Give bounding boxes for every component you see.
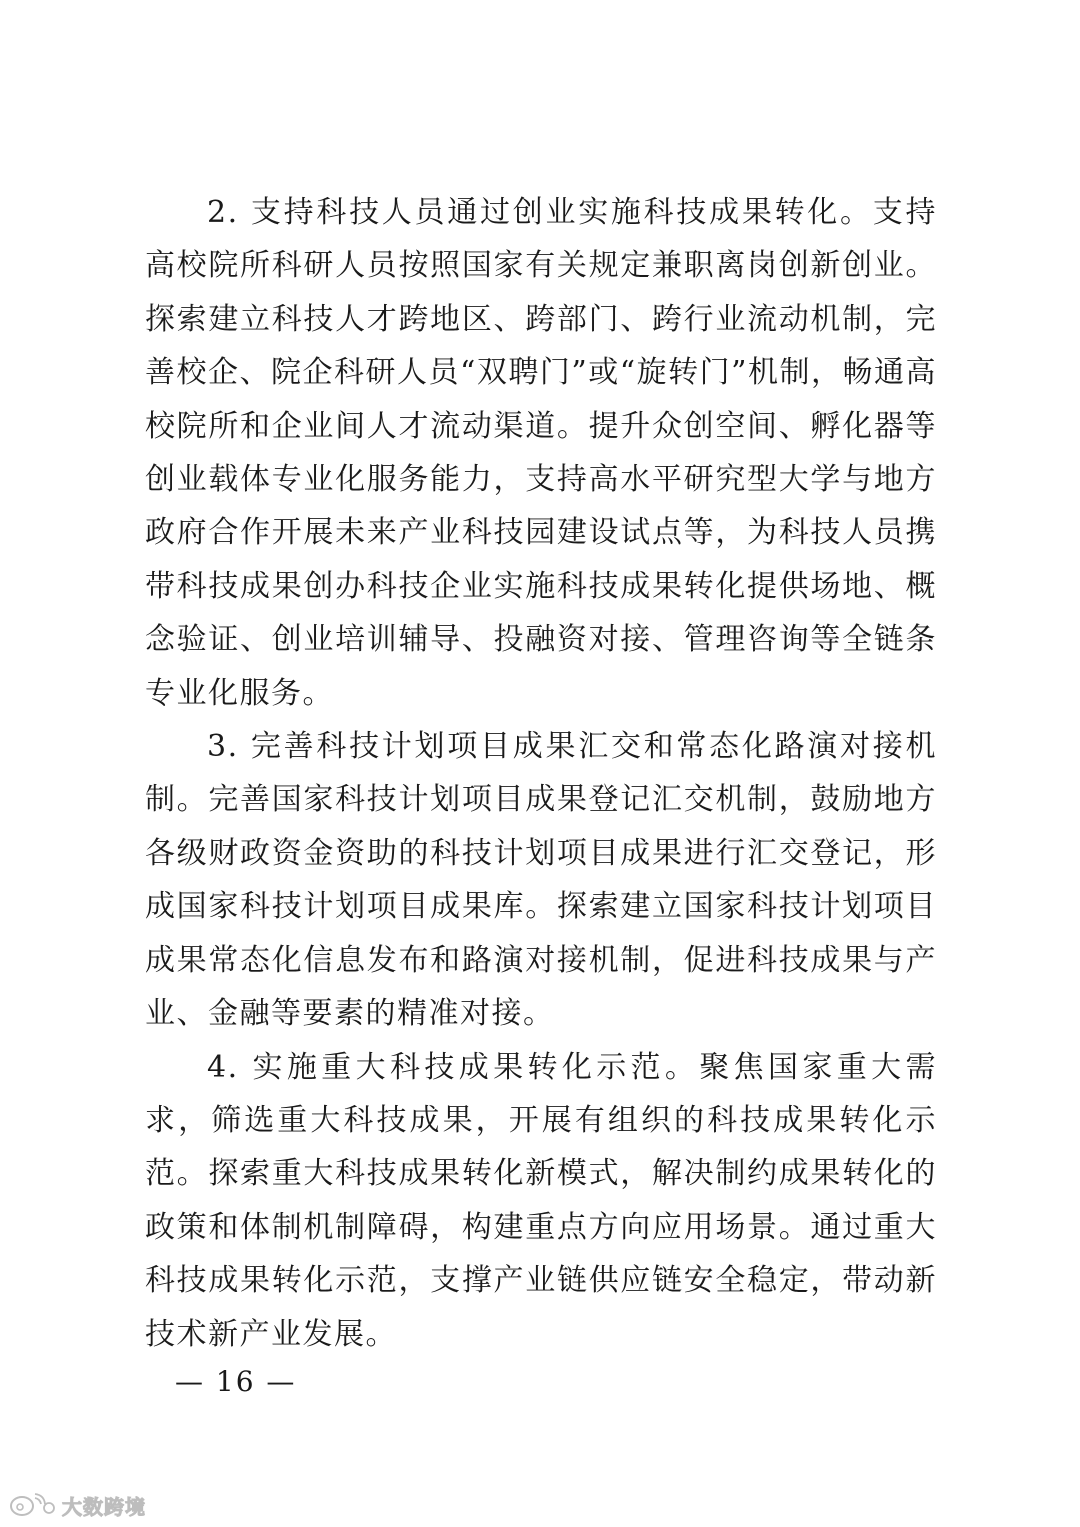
paragraph-item-3: 3. 完善科技计划项目成果汇交和常态化路演对接机制。完善国家科技计划项目成果登记汇交机制，鼓励地方各级财政资金资助的科技计划项目成果进行汇交登记，形成国家科技计划项目成果库。探索建立国家科技计划项目成果常态化信息发布和路演对接机制，促进科技成果与产业、金融等要素的精准对接。: [145, 729, 937, 1032]
document-body: [145, 186, 937, 1361]
watermark-text: 大数跨境: [62, 1494, 146, 1519]
paragraph-item-2: 2. 支持科技人员通过创业实施科技成果转化。支持高校院所科研人员按照国家有关规定兼职离岗创新创业。探索建立科技人才跨地区、跨部门、跨行业流动机制，完善校企、院企科研人员“双聘门”或“旋转门”机制，畅通高校院所和企业间人才流动渠道。提升众创空间、孵化器等创业载体专业化服务能力，支持高水平研究型大学与地方政府合作开展未来产业科技园建设试点等，为科技人员携带科技成果创办科技企业实施科技成果转化提供场地、概念验证、创业培训辅导、投融资对接、管理咨询等全链条专业化服务。: [145, 195, 937, 711]
watermark: [8, 1490, 146, 1520]
page-number: — 16 —: [175, 1365, 297, 1398]
paragraph-item-4: 4. 实施重大科技成果转化示范。聚焦国家重大需求，筛选重大科技成果，开展有组织的科技成果转化示范。探索重大科技成果转化新模式，解决制约成果转化的政策和体制机制障碍，构建重点方向应用场景。通过重大科技成果转化示范，支撑产业链供应链安全稳定，带动新技术新产业发展。: [145, 1049, 937, 1352]
watermark-logo-icon: [8, 1492, 56, 1518]
